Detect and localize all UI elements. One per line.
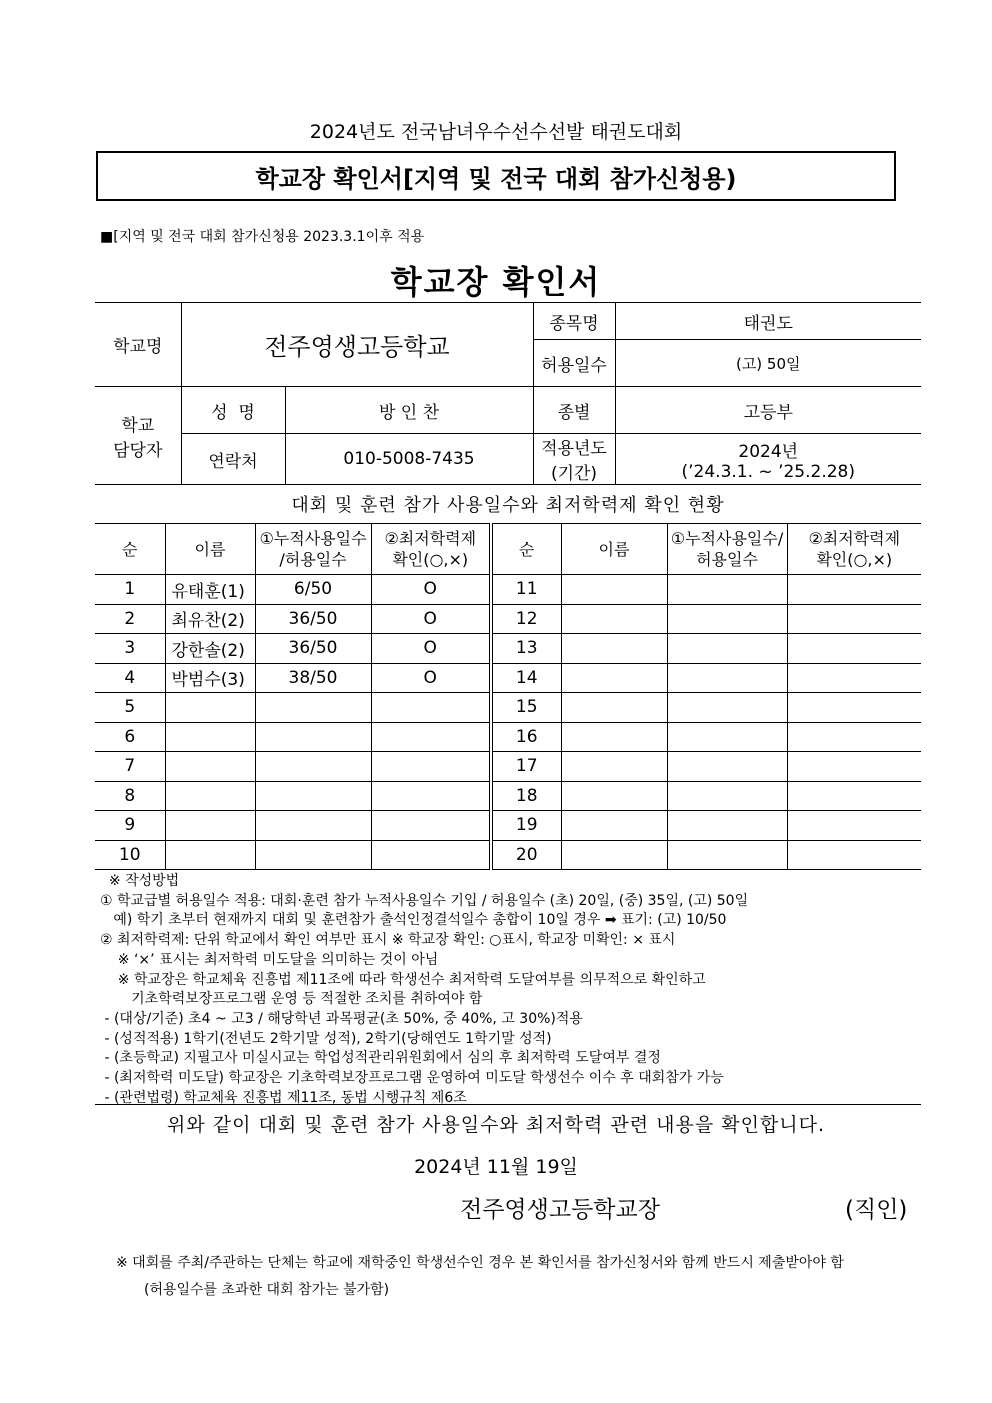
status-table — [95, 484, 921, 870]
school-name: 전주영생고등학교 — [181, 303, 533, 387]
year-value-line2: (’24.3.1. ~ ’25.2.28) — [681, 461, 855, 482]
row-days — [255, 840, 371, 870]
row-academic-right — [787, 840, 921, 870]
manager-label-line1: 학교 — [121, 415, 155, 436]
row-days — [255, 693, 371, 723]
year-label — [533, 434, 615, 485]
row-no: 10 — [95, 840, 165, 870]
row-name: 최유찬(2) — [165, 604, 255, 634]
row-name — [165, 722, 255, 752]
row-days — [255, 781, 371, 811]
row-academic-right — [787, 575, 921, 605]
row-name — [165, 811, 255, 841]
row-academic-right — [787, 604, 921, 634]
competition-title: 2024년도 전국남녀우수선수선발 태권도대회 — [309, 121, 683, 143]
header-days — [255, 524, 371, 575]
row-academic: O — [371, 663, 491, 693]
year-label-line1: 적용년도 — [541, 439, 607, 459]
row-academic: O — [371, 634, 491, 664]
row-days-right — [667, 840, 787, 870]
header-academic-right — [787, 524, 921, 575]
row-academic-right — [787, 693, 921, 723]
sport-label: 종목명 — [533, 303, 615, 340]
row-academic-right — [787, 663, 921, 693]
row-academic — [371, 781, 491, 811]
header-days-right — [667, 524, 787, 575]
instruction-line: - (성적적용) 1학기(전년도 2학기말 성적), 2학기(당해연도 1학기말 성적) — [100, 1030, 552, 1047]
name-label: 성 명 — [181, 387, 285, 434]
status-caption: 대회 및 훈련 참가 사용일수와 최저학력제 확인 현황 — [95, 485, 921, 524]
row-no-right: 20 — [491, 840, 561, 870]
row-no: 3 — [95, 634, 165, 664]
row-no-right: 14 — [491, 663, 561, 693]
row-name: 유태훈(1) — [165, 575, 255, 605]
table-row — [95, 722, 921, 752]
year-value — [615, 434, 921, 485]
sport-value: 태권도 — [615, 303, 921, 340]
row-no: 7 — [95, 752, 165, 782]
row-academic-right — [787, 811, 921, 841]
division-label: 종별 — [533, 387, 615, 434]
manager-name: 방 인 찬 — [285, 387, 533, 434]
row-days: 36/50 — [255, 604, 371, 634]
seal-mark: (직인) — [845, 1197, 908, 1223]
contact-label: 연락처 — [181, 434, 285, 485]
row-name — [165, 693, 255, 723]
row-no: 2 — [95, 604, 165, 634]
row-name-right — [561, 722, 667, 752]
table-row — [95, 752, 921, 782]
row-no-right: 17 — [491, 752, 561, 782]
header-days-right-line2: 허용일수 — [696, 550, 758, 569]
principal-name: 전주영생고등학교장 — [460, 1197, 660, 1223]
confirmation-date: 2024년 11월 19일 — [414, 1156, 578, 1178]
row-name-right — [561, 781, 667, 811]
instruction-line: - (최저학력 미도달) 학교장은 기초학력보장프로그램 운영하여 미도달 학생선수 이수 후 대회참가 가능 — [100, 1070, 724, 1087]
row-no-right: 11 — [491, 575, 561, 605]
instruction-line: ① 학교급별 허용일수 적용: 대회·훈련 참가 누적사용일수 기입 / 허용일수 (초) 20일, (중) 35일, (고) 50일 — [100, 892, 749, 909]
table-row — [95, 840, 921, 870]
row-days-right — [667, 663, 787, 693]
row-days: 36/50 — [255, 634, 371, 664]
document-title: 학교장 확인서[지역 및 전국 대회 참가신청용) — [255, 164, 737, 193]
header-name-right: 이름 — [561, 524, 667, 575]
header-academic-line2: 확인(○,×) — [392, 550, 469, 569]
table-row — [95, 781, 921, 811]
header-academic-line1: ②최저학력제 — [384, 529, 477, 548]
row-days — [255, 811, 371, 841]
row-name-right — [561, 693, 667, 723]
row-days: 38/50 — [255, 663, 371, 693]
row-days-right — [667, 722, 787, 752]
row-no-right: 19 — [491, 811, 561, 841]
row-days-right — [667, 693, 787, 723]
row-name: 강한솔(2) — [165, 634, 255, 664]
allowed-days-value: (고) 50일 — [615, 340, 921, 387]
school-info-table — [95, 302, 921, 485]
row-days-right — [667, 752, 787, 782]
instruction-line: - (대상/기준) 초4 ~ 고3 / 해당학년 과목평균(초 50%, 중 40%, 고 30%)적용 — [100, 1010, 583, 1027]
year-value-line1: 2024년 — [738, 441, 799, 462]
row-academic — [371, 811, 491, 841]
row-no: 5 — [95, 693, 165, 723]
row-days: 6/50 — [255, 575, 371, 605]
allowed-days-label: 허용일수 — [533, 340, 615, 387]
row-academic-right — [787, 781, 921, 811]
status-rows — [95, 575, 921, 870]
footnote — [116, 1250, 844, 1304]
school-label: 학교명 — [95, 303, 181, 387]
row-name-right — [561, 663, 667, 693]
row-name-right — [561, 811, 667, 841]
row-academic: O — [371, 604, 491, 634]
table-row — [95, 693, 921, 723]
main-title: 학교장 확인서 — [390, 263, 602, 301]
instruction-line: ② 최저학력제: 단위 학교에서 확인 여부만 표시 ※ 학교장 확인: ○표시, 학교장 미확인: × 표시 — [100, 932, 676, 949]
row-name-right — [561, 634, 667, 664]
header-academic-right-line1: ②최저학력제 — [808, 529, 901, 548]
year-label-line2: (기간) — [550, 464, 598, 484]
row-academic-right — [787, 752, 921, 782]
table-row — [95, 575, 921, 605]
row-no: 6 — [95, 722, 165, 752]
table-row — [95, 604, 921, 634]
row-name — [165, 840, 255, 870]
row-name-right — [561, 575, 667, 605]
row-name-right — [561, 840, 667, 870]
header-days-line2: /허용일수 — [279, 550, 347, 569]
row-no-right: 16 — [491, 722, 561, 752]
instruction-line: 기초학력보장프로그램 운영 등 적절한 조치를 취하여야 함 — [100, 991, 483, 1008]
table-row — [95, 811, 921, 841]
row-days-right — [667, 575, 787, 605]
row-no-right: 15 — [491, 693, 561, 723]
document-title-box — [96, 151, 896, 201]
footnote-line1: ※ 대회를 주최/주관하는 단체는 학교에 재학중인 학생선수인 경우 본 확인서를 참가신청서와 함께 반드시 제출받아야 함 — [116, 1255, 844, 1271]
contact-value: 010-5008-7435 — [285, 434, 533, 485]
manager-label-line2: 담당자 — [113, 440, 163, 461]
row-days-right — [667, 604, 787, 634]
row-days-right — [667, 781, 787, 811]
row-no: 9 — [95, 811, 165, 841]
row-academic — [371, 722, 491, 752]
applicability-note: ■[지역 및 전국 대회 참가신청용 2023.3.1이후 적용 — [100, 229, 425, 245]
instruction-line: ※ 작성방법 — [100, 873, 180, 889]
notes-divider — [95, 1104, 921, 1105]
row-academic — [371, 840, 491, 870]
row-days-right — [667, 811, 787, 841]
row-academic: O — [371, 575, 491, 605]
footnote-line2: (허용일수를 초과한 대회 참가는 불가함) — [144, 1282, 390, 1298]
row-name: 박범수(3) — [165, 663, 255, 693]
row-academic — [371, 693, 491, 723]
table-row — [95, 663, 921, 693]
manager-label — [95, 387, 181, 485]
writing-instructions — [100, 872, 920, 1108]
header-no: 순 — [95, 524, 165, 575]
row-days — [255, 722, 371, 752]
row-academic — [371, 752, 491, 782]
row-days — [255, 752, 371, 782]
header-name: 이름 — [165, 524, 255, 575]
row-name — [165, 752, 255, 782]
instruction-line: - (관련법령) 학교체육 진흥법 제11조, 동법 시행규칙 제6조 — [100, 1089, 467, 1106]
instruction-line: - (초등학교) 지필고사 미실시교는 학업성적관리위원회에서 심의 후 최저학력 도달여부 결정 — [100, 1050, 661, 1067]
row-name-right — [561, 752, 667, 782]
row-no-right: 13 — [491, 634, 561, 664]
instruction-line: 예) 학기 초부터 현재까지 대회 및 훈련참가 출석인정결석일수 총합이 10일 경우 ➡ 표기: (고) 10/50 — [100, 912, 727, 929]
header-academic-right-line2: 확인(○,×) — [816, 550, 893, 569]
row-no: 8 — [95, 781, 165, 811]
row-no-right: 18 — [491, 781, 561, 811]
row-no: 4 — [95, 663, 165, 693]
division-value: 고등부 — [615, 387, 921, 434]
row-no: 1 — [95, 575, 165, 605]
confirmation-statement: 위와 같이 대회 및 훈련 참가 사용일수와 최저학력 관련 내용을 확인합니다. — [166, 1114, 826, 1136]
header-days-right-line1: ①누적사용일수/ — [670, 529, 784, 548]
instruction-line: ※ ‘×’ 표시는 최저학력 미도달을 의미하는 것이 아님 — [100, 951, 439, 968]
row-academic-right — [787, 722, 921, 752]
instruction-line: ※ 학교장은 학교체육 진흥법 제11조에 따라 학생선수 최저학력 도달여부를 의무적으로 확인하고 — [100, 971, 706, 988]
row-name-right — [561, 604, 667, 634]
row-days-right — [667, 634, 787, 664]
row-no-right: 12 — [491, 604, 561, 634]
header-academic — [371, 524, 491, 575]
row-academic-right — [787, 634, 921, 664]
table-row — [95, 634, 921, 664]
row-name — [165, 781, 255, 811]
header-no-right: 순 — [491, 524, 561, 575]
header-days-line1: ①누적사용일수 — [259, 529, 367, 548]
